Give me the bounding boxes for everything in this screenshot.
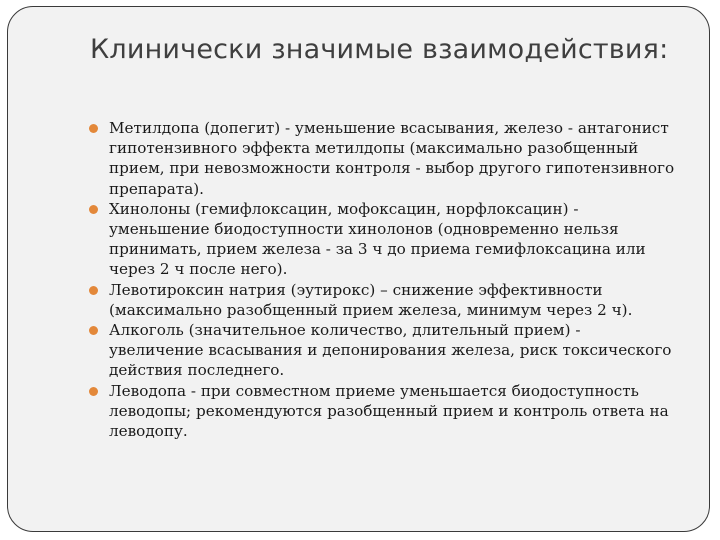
bullet-text-alcohol: Алкоголь (значительное количество, длительный прием) - увеличение всасывания и депонирования железа, риск токсического действия последнего. [109,321,672,380]
bullet-dot-icon [89,387,98,396]
list-item [88,280,678,320]
bullet-dot-icon [89,205,98,214]
list-item [88,381,678,442]
bullet-dot-icon [89,124,98,133]
slide-title: Клинически значимые взаимодействия: [90,34,669,65]
bullet-text-methyldopa: Метилдопа (допегит) - уменьшение всасывания, железо - антагонист гипотензивного эффекта метилдопы (максимально разобщенный прием, при невозможности контроля - выбор другого гипотензивного препарата). [109,119,675,198]
list-item [88,320,678,381]
bullet-text-levothyroxine: Левотироксин натрия (эутирокс) – снижение эффективности (максимально разобщенный прием железа, минимум через 2 ч). [109,280,633,319]
bullet-text-quinolones: Хинолоны (гемифлоксацин, мофоксацин, норфлоксацин) - уменьшение биодоступности хинолонов (одновременно нельзя принимать, прием железа - за 3 ч до приема гемифлоксацина или через 2 ч после него). [109,199,646,279]
list-item [88,199,678,280]
list-item [88,118,678,199]
bullet-dot-icon [89,326,98,335]
bullet-text-levodopa: Леводопа - при совместном приеме уменьшается биодоступность леводопы; рекомендуются разобщенный прием и контроль ответа на леводопу. [109,381,669,441]
bullet-list [88,118,678,441]
bullet-dot-icon [89,286,98,295]
slide-frame [7,6,710,532]
